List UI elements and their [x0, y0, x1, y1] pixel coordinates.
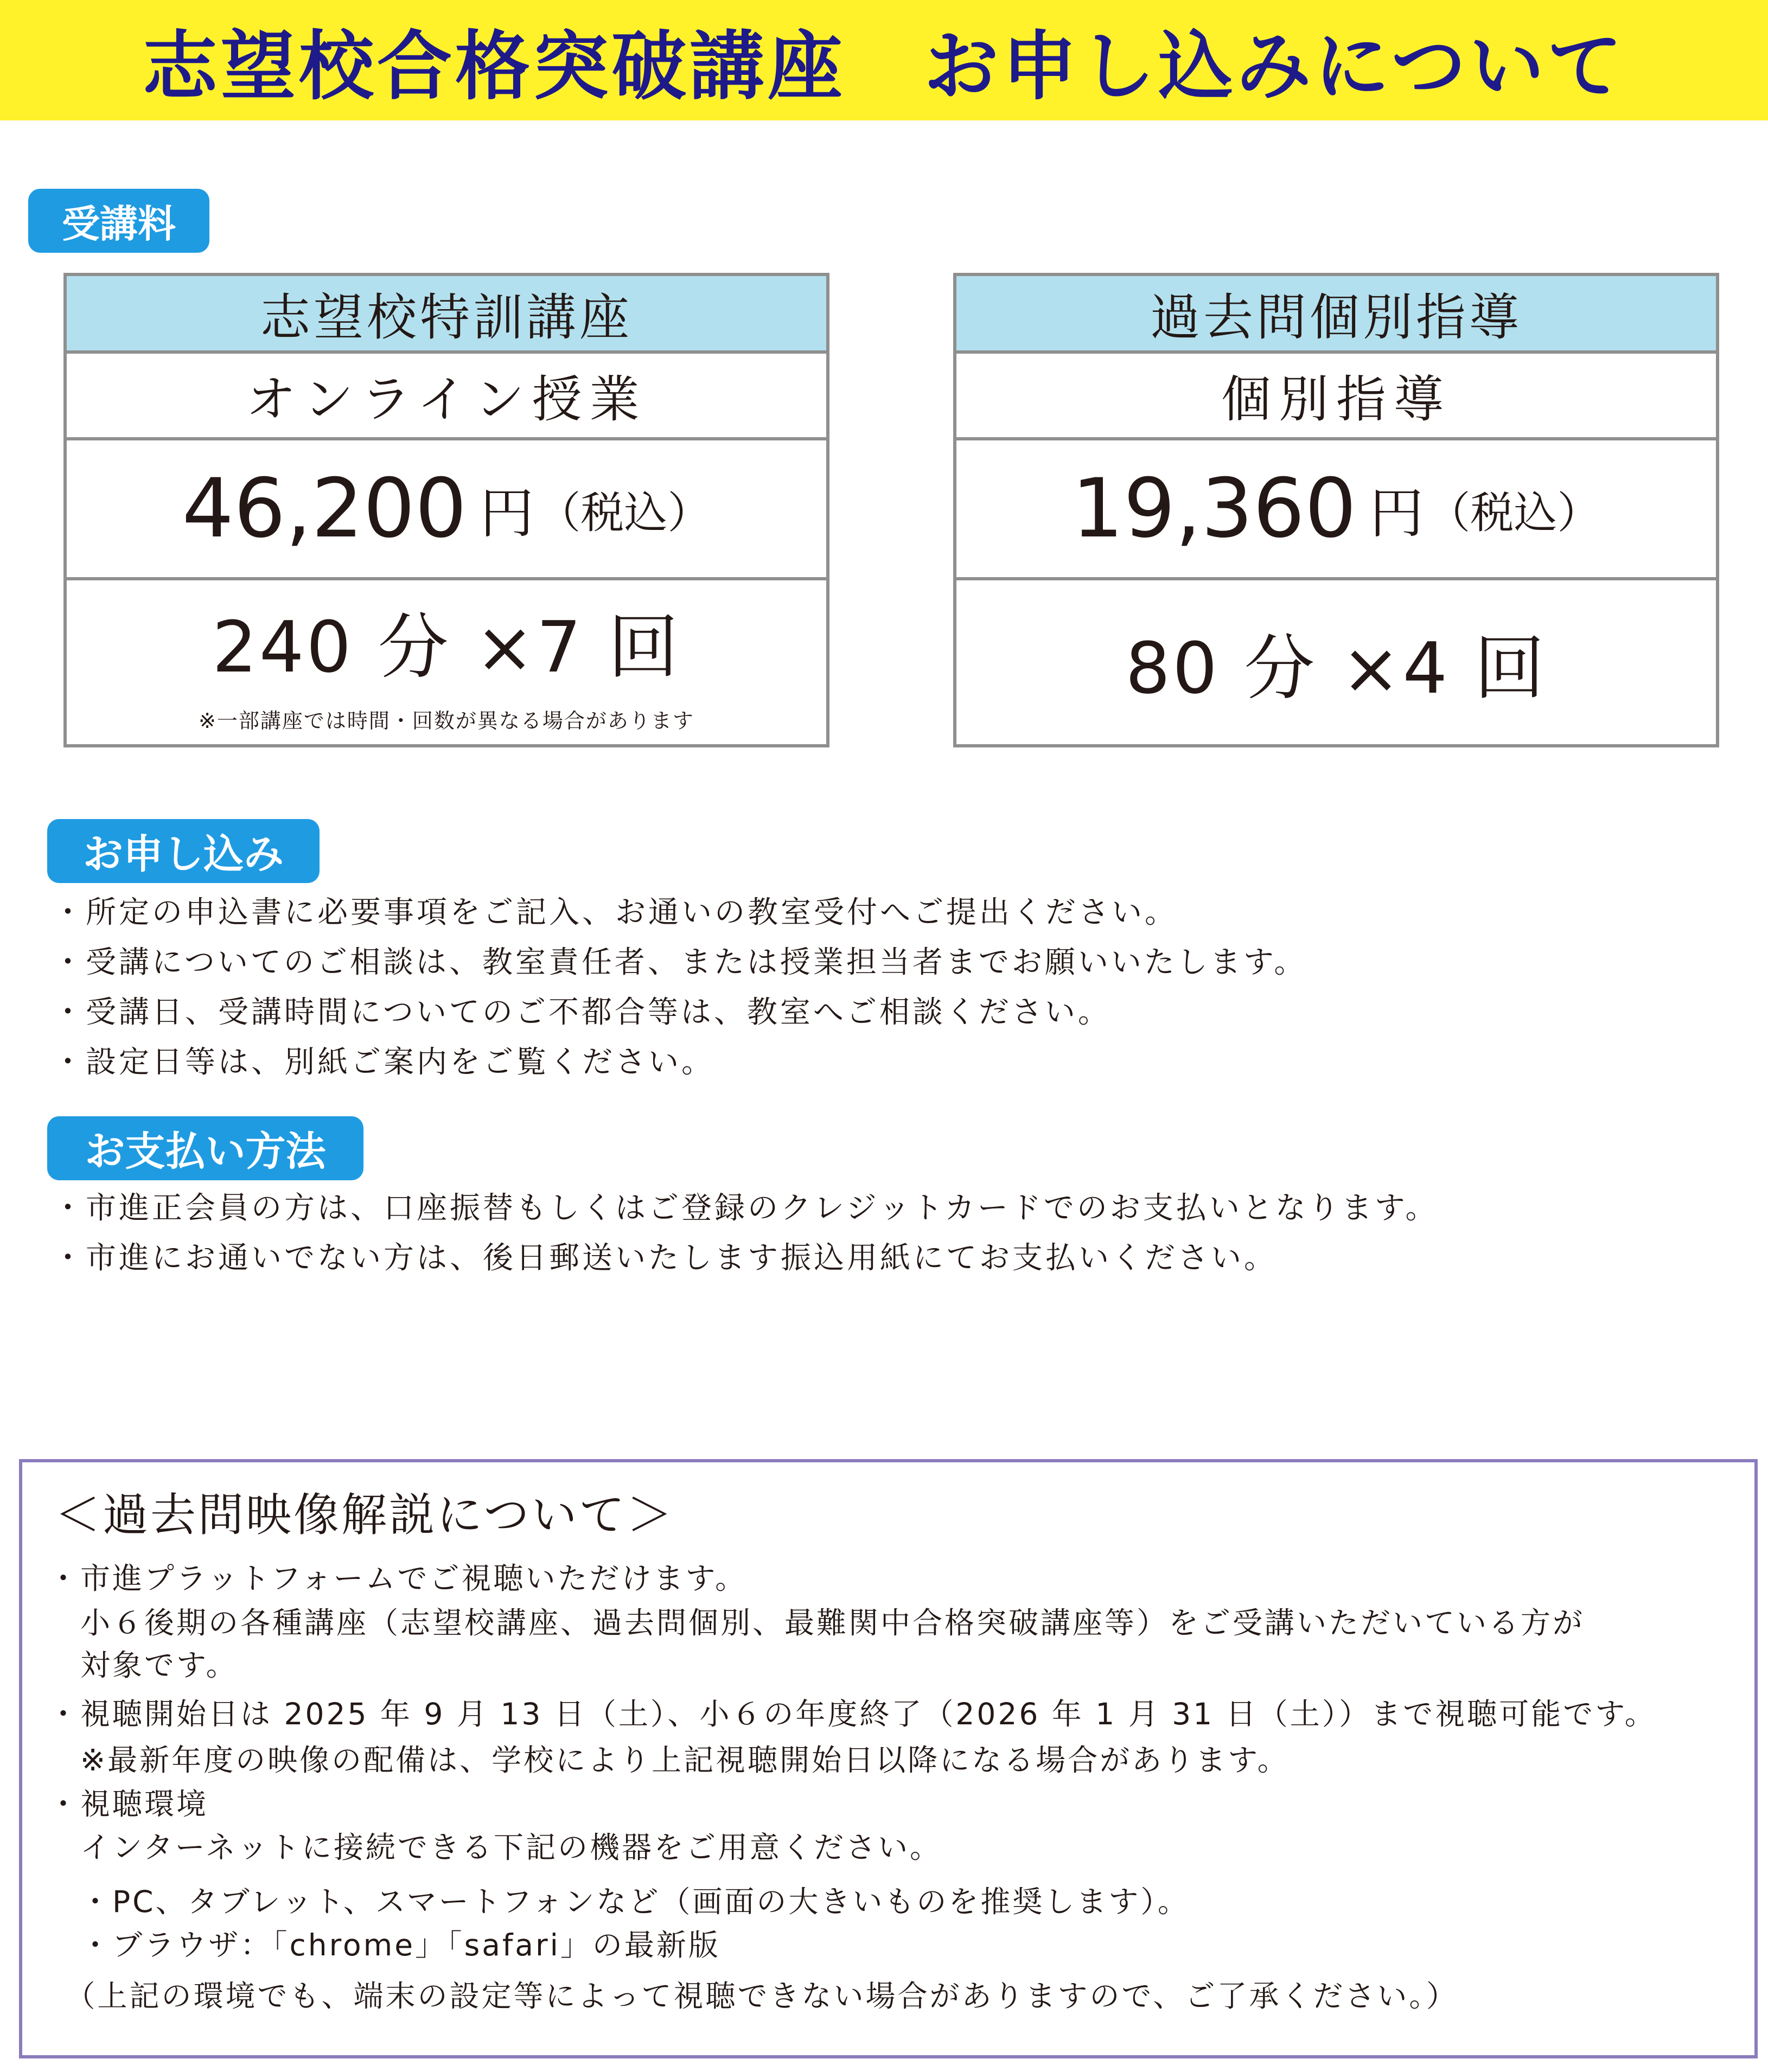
list-item: ・設定日等は、別紙ご案内をご覧ください。: [53, 1045, 714, 1080]
list-item: インターネットに接続できる下記の機器をご用意ください。: [48, 1830, 942, 1865]
header-banner: [0, 0, 1768, 120]
course-name: 志望校特訓講座: [67, 276, 826, 354]
list-item: ・視聴環境: [48, 1787, 209, 1821]
list-item: ・受講についてのご相談は、教室責任者、または授業担当者までお願いいたします。: [53, 945, 1307, 980]
list-item: 対象です。: [48, 1648, 238, 1683]
video-info-title: ＜過去問映像解説について＞: [55, 1488, 675, 1542]
price-tax-note: （税込）: [537, 487, 711, 538]
course-format: 個別指導: [956, 354, 1716, 440]
course-price: 19,360: [1071, 462, 1357, 556]
payment-section-tag: お支払い方法: [47, 1116, 363, 1180]
list-item: ・市進にお通いでない方は、後日郵送いたします振込用紙にてお支払いください。: [53, 1240, 1277, 1276]
price-unit: 円: [1369, 482, 1424, 545]
list-item: ・所定の申込書に必要事項をご記入、お通いの教室受付へご提出ください。: [53, 895, 1178, 930]
course-sessions: 80 分 ×4 回: [1125, 626, 1547, 709]
fee-card-tokkun: [63, 273, 829, 747]
list-item: 小６後期の各種講座（志望校講座、過去問個別、最難関中合格突破講座等）をご受講いただいている方が: [48, 1606, 1585, 1640]
course-sessions-row: [67, 580, 826, 744]
apply-list: [53, 888, 1307, 1088]
course-price-row: [956, 440, 1716, 580]
list-item: ・市進プラットフォームでご視聴いただけます。: [48, 1561, 748, 1596]
course-price-row: [67, 440, 826, 580]
course-sessions-note: ※一部講座では時間・回数が異なる場合があります: [199, 709, 694, 733]
fee-section-tag: 受講料: [28, 189, 209, 253]
course-format: オンライン授業: [67, 354, 826, 440]
list-item: ・視聴開始日は 2025 年 9 月 13 日（土）、小６の年度終了（2026 年 1 月 31 日（土））まで視聴可能です。: [48, 1697, 1657, 1731]
payment-list: [53, 1184, 1438, 1283]
price-tax-note: （税込）: [1427, 487, 1601, 538]
list-item: （上記の環境でも、端末の設定等によって視聴できない場合がありますので、ご了承ください。）: [48, 1979, 1458, 2013]
course-price: 46,200: [182, 462, 467, 556]
price-unit: 円: [480, 482, 534, 545]
apply-section-tag: お申し込み: [47, 819, 320, 883]
course-name: 過去問個別指導: [956, 276, 1716, 354]
page-title: 志望校合格突破講座 お申し込みについて: [142, 22, 1626, 110]
course-sessions: 240 分 ×7 回: [212, 606, 681, 688]
list-item: ※最新年度の映像の配備は、学校により上記視聴開始日以降になる場合があります。: [48, 1743, 1290, 1777]
list-item: ・市進正会員の方は、口座振替もしくはご登録のクレジットカードでのお支払いとなります。: [53, 1191, 1439, 1226]
fee-card-kakomon: [953, 273, 1719, 747]
list-item: ・PC、タブレット、スマートフォンなど（画面の大きいものを推奨します）。: [48, 1884, 1190, 1919]
list-item: ・ブラウザ：「chrome」「safari」の最新版: [48, 1928, 720, 1962]
course-sessions-row: [956, 580, 1716, 744]
list-item: ・受講日、受講時間についてのご不都合等は、教室へご相談ください。: [53, 995, 1111, 1030]
video-info-box: [19, 1459, 1758, 2058]
